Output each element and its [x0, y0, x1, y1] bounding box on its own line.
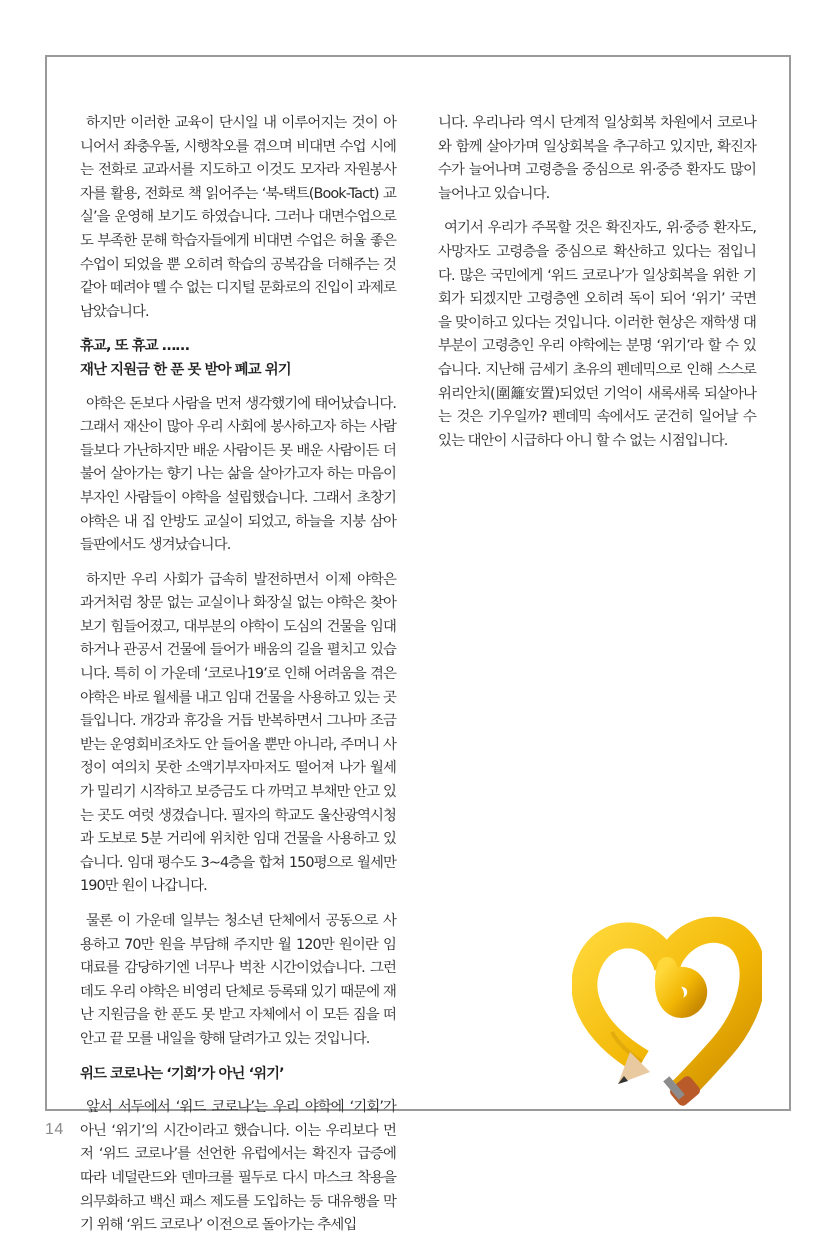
section-heading: 위드 코로나는 ‘기회’가 아닌 ‘위기’	[80, 1065, 284, 1082]
paragraph: 야학은 돈보다 사람을 먼저 생각했기에 태어났습니다. 그래서 재산이 많아 우리 사회에 봉사하고자 하는 사람들보다 가난하지만 배운 사람이든 못 배운 사람이든 더불어 살아가는 향기 나는 삶을 살아가고자 하는 마음이 부자인 사람들이 야학을 설립했습니다. 그래서 초창기 야학은 내 집 안방도 교실이 되었고, 하늘을 지붕 삼아 들판에서도 생겨났습니다.	[80, 395, 396, 554]
paragraph: 하지만 이러한 교육이 단시일 내 이루어지는 것이 아니어서 좌충우돌, 시행착오를 겪으며 비대면 수업 시에는 전화로 교과서를 지도하고 이것도 모자라 자원봉사자를 활용, 전화로 책 읽어주는 ‘북-택트(Book-Tact) 교실’을 운영해 보기도 하였습니다. 그러나 대면수업으로도 부족한 문해 학습자들에게 비대면 수업은 허울 좋은 수업이 되었을 뿐 오히려 학습의 공복감을 더해주는 것 같아 떼려야 뗄 수 없는 디지털 문화로의 진입이 과제로 남았습니다.	[80, 115, 396, 320]
right-column	[438, 112, 756, 464]
paragraph: 물론 이 가운데 일부는 청소년 단체에서 공동으로 사용하고 70만 원을 부담해 주지만 월 120만 원이란 임대료를 감당하기엔 너무나 벅찬 시간이었습니다. 그런데도 우리 야학은 비영리 단체로 등록돼 있기 때문에 재난 지원금을 한 푼도 못 받고 자체에서 이 모든 짐을 떠안고 끝 모를 내일을 향해 달려가고 있는 것입니다.	[80, 913, 396, 1047]
section-heading-line: 재난 지원금 한 푼 못 받아 폐교 위기	[80, 361, 291, 378]
page-number: 14	[45, 1121, 64, 1138]
section-heading	[80, 335, 396, 382]
paragraph: 여기서 우리가 주목할 것은 확진자도, 위·중증 환자도, 사망자도 고령층을 중심으로 확산하고 있다는 점입니다. 많은 국민에게 ‘위드 코로나’가 일상회복을 위한 기회가 되겠지만 고령층엔 오히려 독이 되어 ‘위기’ 국면을 맞이하고 있다는 것입니다. 이러한 현상은 재학생 대부분이 고령층인 우리 야학에는 분명 ‘위기’라 할 수 있습니다. 지난해 금세기 초유의 펜데믹으로 인해 스스로 위리안치(圍籬安置)되었던 기억이 새록새록 되살아나는 것은 기우일까? 펜데믹 속에서도 굳건히 일어날 수 있는 대안이 시급하다 아니 할 수 없는 시점입니다.	[438, 220, 756, 449]
paragraph: 하지만 우리 사회가 급속히 발전하면서 이제 야학은 과거처럼 창문 없는 교실이나 화장실 없는 야학은 찾아보기 힘들어졌고, 대부분의 야학이 도심의 건물을 임대하거나 관공서 건물에 들어가 배움의 길을 펼치고 있습니다. 특히 이 가운데 ‘코로나19’로 인해 어려움을 겪은 야학은 바로 월세를 내고 임대 건물을 사용하고 있는 곳들입니다. 개강과 휴강을 거듭 반복하면서 그나마 조금 받는 운영회비조차도 안 들어올 뿐만 아니라, 주머니 사정이 여의치 못한 소액기부자마저도 떨어져 나가 월세가 밀리기 시작하고 보증금도 다 까먹고 부채만 안고 있는 곳도 여럿 생겼습니다. 필자의 학교도 울산광역시청과 도보로 5분 거리에 위치한 임대 건물을 사용하고 있습니다. 임대 평수도 3~4층을 합쳐 150평으로 월세만 190만 원이 나갑니다.	[80, 571, 396, 895]
section-heading-line: 휴교, 또 휴교 ……	[80, 338, 189, 355]
pencil-heart-icon	[572, 912, 762, 1112]
paragraph: 앞서 서두에서 ‘위드 코로나’는 우리 야학에 ‘기회’가 아닌 ‘위기’의 시간이라고 했습니다. 이는 우리보다 먼저 ‘위드 코로나’를 선언한 유럽에서는 확진자 급증에 따라 네덜란드와 덴마크를 필두로 다시 마스크 착용을 의무화하고 백신 패스 제도를 도입하는 등 대유행을 막기 위해 ‘위드 코로나’ 이전으로 돌아가는 추세입	[80, 1099, 396, 1234]
left-column	[80, 112, 396, 1249]
paragraph: 니다. 우리나라 역시 단계적 일상회복 차원에서 코로나와 함께 살아가며 일상회복을 추구하고 있지만, 확진자 수가 늘어나며 고령층을 중심으로 위·중증 환자도 많이 늘어나고 있습니다.	[438, 115, 756, 202]
